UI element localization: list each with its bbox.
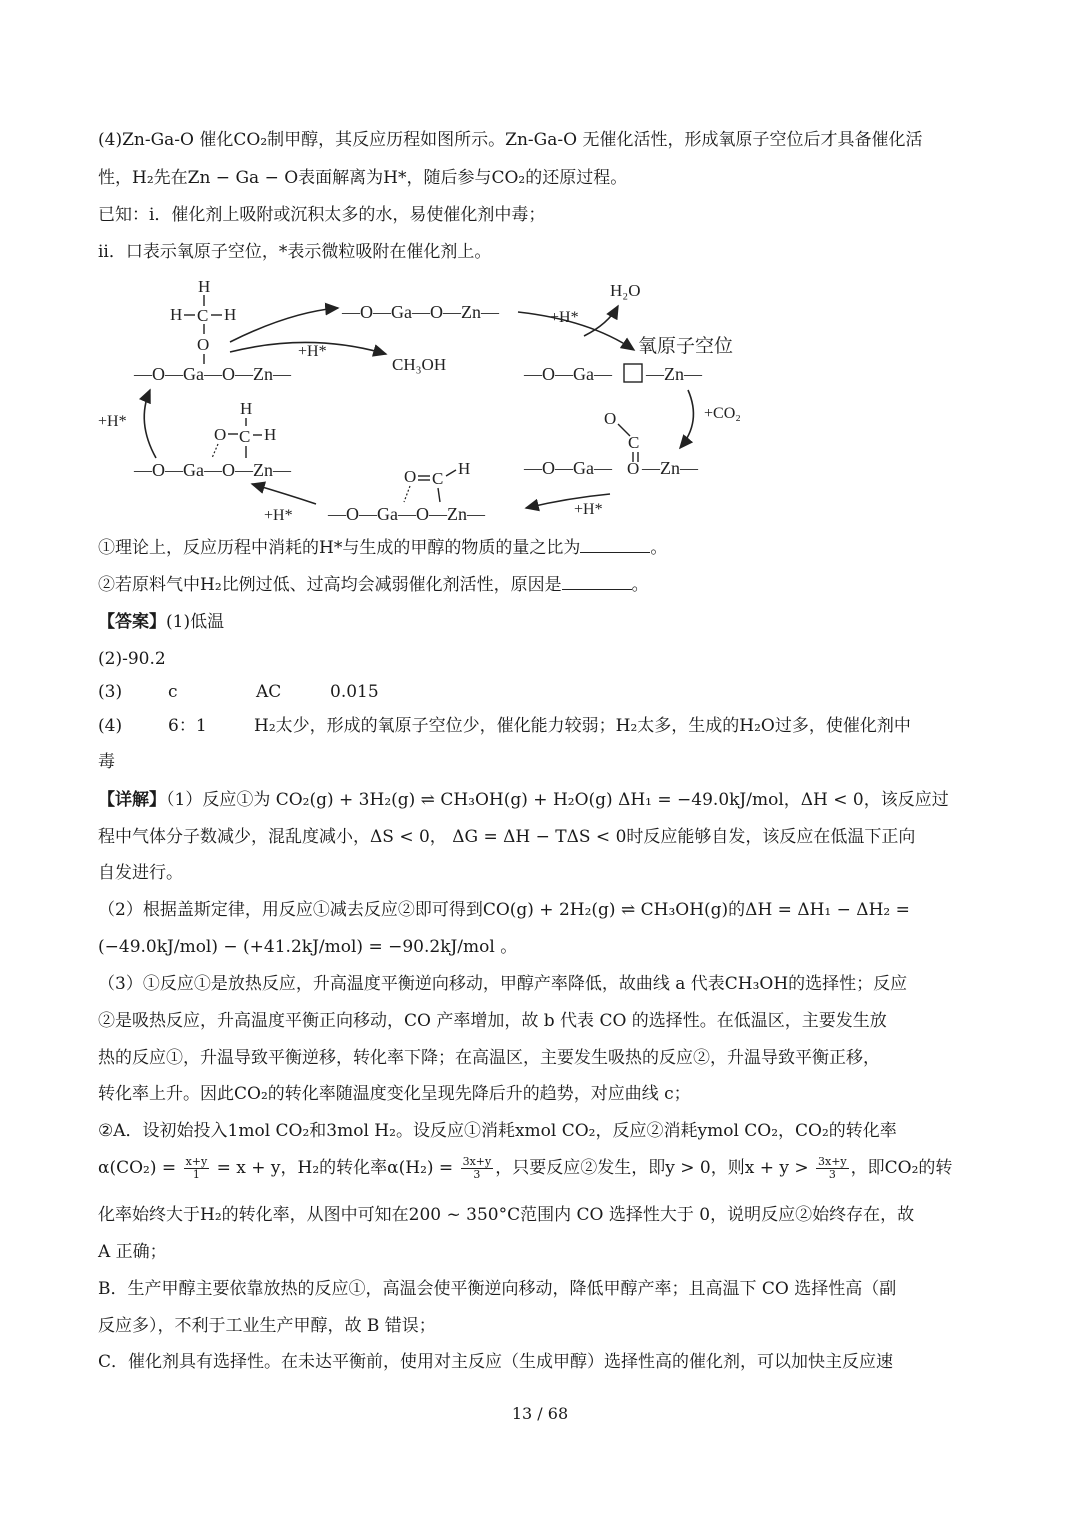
para-4-line-1: (4)Zn-Ga-O 催化CO₂制甲醇，其反应历程如图所示。Zn-Ga-O 无催化活性，形成氧原子空位后才具备催化活 (98, 130, 923, 150)
svg-text:H: H (264, 425, 277, 444)
svg-text:O: O (604, 409, 617, 428)
chain-right-b: —Zn— (642, 458, 698, 478)
chain-bottom-mid: —O—Ga—O—Zn— (328, 504, 485, 524)
known-i: 已知：i．催化剂上吸附或沉积太多的水，易使催化剂中毒； (98, 205, 546, 225)
label-co2: +CO₂ (704, 405, 741, 422)
answer-blank-2[interactable] (562, 573, 632, 590)
vacancy-square (624, 364, 642, 382)
detail-16: C．催化剂具有选择性。在未达平衡前，使用对主反应（生成甲醇）选择性高的催化剂，可以加快主反应速 (98, 1352, 894, 1372)
detail-13: A 正确； (98, 1242, 167, 1262)
svg-text:C: C (432, 469, 444, 488)
detail-9: 转化率上升。因此CO₂的转化率随温度变化呈现先降后升的趋势，对应曲线 c； (98, 1084, 691, 1104)
label-h-star-4: +H* (264, 507, 293, 524)
detail-14: B．生产甲醇主要依靠放热的反应①，高温会使平衡逆向移动，降低甲醇产率；且高温下 CO 选择性高（副 (98, 1279, 897, 1299)
svg-text:O: O (404, 467, 417, 486)
svg-text:C: C (628, 433, 640, 452)
detail-7: ②是吸热反应，升高温度平衡正向移动，CO 产率增加，故 b 代表 CO 的选择性。在低温区，主要发生放 (98, 1011, 887, 1031)
intermediate-formate (327, 459, 486, 524)
intermediate-methoxy (133, 277, 292, 384)
chain-top-right-b: —Zn— (646, 364, 702, 384)
label-h-star-2: +H* (550, 309, 579, 326)
para-4-line-2: 性，H₂先在Zn − Ga − O表面解离为H*，随后参与CO₂的还原过程。 (98, 168, 628, 188)
detail-3: 自发进行。 (98, 863, 183, 883)
label-ch3oh: CH₃OH (392, 355, 447, 374)
question-2: ②若原料气中H₂比例过低、过高均会减弱催化剂活性，原因是 。 (98, 575, 649, 595)
answer-blank-1[interactable] (580, 536, 650, 553)
answer-1: 【答案】(1)低温 (98, 612, 225, 632)
svg-text:O: O (197, 335, 210, 354)
fraction-1: $\frac{x+y}{1}$ (185, 1155, 208, 1181)
svg-text:O: O (627, 459, 640, 478)
detail-12: 化率始终大于H₂的转化率，从图中可知在200 ~ 350°C范围内 CO 选择性大于 0，说明反应②始终存在，故 (98, 1205, 915, 1225)
answer-2: (2)-90.2 (98, 649, 166, 669)
detail-5: (−49.0kJ/mol) − (+41.2kJ/mol) = −90.2kJ/mol 。 (98, 937, 518, 957)
chain-top-left: —O—Ga—O—Zn— (134, 364, 291, 384)
fraction-3: $\frac{3x+y}{3}$ (818, 1155, 847, 1181)
detail-6: （3）①反应①是放热反应，升高温度平衡逆向移动，甲醇产率降低，故曲线 a 代表CH₃OH的选择性；反应 (98, 974, 908, 994)
page-number: 13 / 68 (511, 1404, 569, 1423)
svg-text:C: C (197, 306, 209, 325)
detail-15: 反应多），不利于工业生产甲醇，故 B 错误； (98, 1316, 436, 1336)
chain-top-mid: —O—Ga—O—Zn— (342, 302, 499, 322)
intermediate-co2-adsorbed (523, 409, 699, 478)
detail-10: ②A．设初始投入1mol CO₂和3mol H₂。设反应①消耗xmol CO₂，反应②消耗ymol CO₂，CO₂的转化率 (98, 1121, 897, 1141)
svg-text:C: C (239, 427, 251, 446)
svg-text:H: H (170, 305, 183, 324)
label-h2o: H₂O (610, 281, 641, 300)
chain-right: —O—Ga— (524, 458, 612, 478)
reaction-mechanism-diagram (90, 272, 770, 534)
detail-4: （2）根据盖斯定律，用反应①减去反应②即可得到CO(g) + 2H₂(g) ⇌ CH₃OH(g)的ΔH = ΔH₁ − ΔH₂ = (98, 900, 910, 920)
svg-text:H: H (224, 305, 237, 324)
label-oxygen-vacancy: 氧原子空位 (638, 336, 734, 357)
intermediate-dioxymethylene (133, 399, 292, 480)
answer-4-cont: 毒 (98, 752, 115, 772)
label-h-star-3: +H* (574, 501, 603, 518)
chain-top-right: —O—Ga— (524, 364, 612, 384)
detail-8: 热的反应①，升温导致平衡逆移，转化率下降；在高温区，主要发生吸热的反应②，升温导致平衡正移， (98, 1048, 880, 1068)
svg-text:H: H (458, 459, 471, 478)
known-ii: ii．口表示氧原子空位，*表示微粒吸附在催化剂上。 (98, 242, 492, 262)
label-h-star-5: +H* (98, 413, 127, 430)
svg-text:O: O (214, 425, 227, 444)
answer-4: (4) 6：1 H₂太少，形成的氧原子空位少，催化能力较弱；H₂太多，生成的H₂O过多，使催化剂中 (98, 716, 911, 736)
fraction-2: $\frac{3x+y}{3}$ (462, 1155, 492, 1181)
answer-3: (3) c AC 0.015 (98, 682, 379, 702)
label-h-star-1: +H* (298, 343, 327, 360)
detail-1: 【详解】（1）反应①为 CO₂(g) + 3H₂(g) ⇌ CH₃OH(g) + H₂O(g) ΔH₁ = −49.0kJ/mol，ΔH < 0，该反应过 (98, 790, 949, 810)
detail-11: α(CO₂) = $\frac{x+y}{1}$ = x + y，H₂的转化率α(H₂) = $\frac{3x+y}{3}$ ，只要反应②发生，即y > 0，则x + y > $\frac{3x+y}{3}$ ，即CO₂的转 (98, 1155, 953, 1181)
chain-bottom-left: —O—Ga—O—Zn— (134, 460, 291, 480)
question-1: ①理论上，反应历程中消耗的H*与生成的甲醇的物质的量之比为 。 (98, 538, 668, 558)
detail-2: 程中气体分子数减少，混乱度减小，ΔS < 0， ΔG = ΔH − TΔS < 0时反应能够自发，该反应在低温下正向 (98, 827, 916, 847)
svg-text:H: H (240, 399, 253, 418)
svg-text:H: H (198, 277, 211, 296)
